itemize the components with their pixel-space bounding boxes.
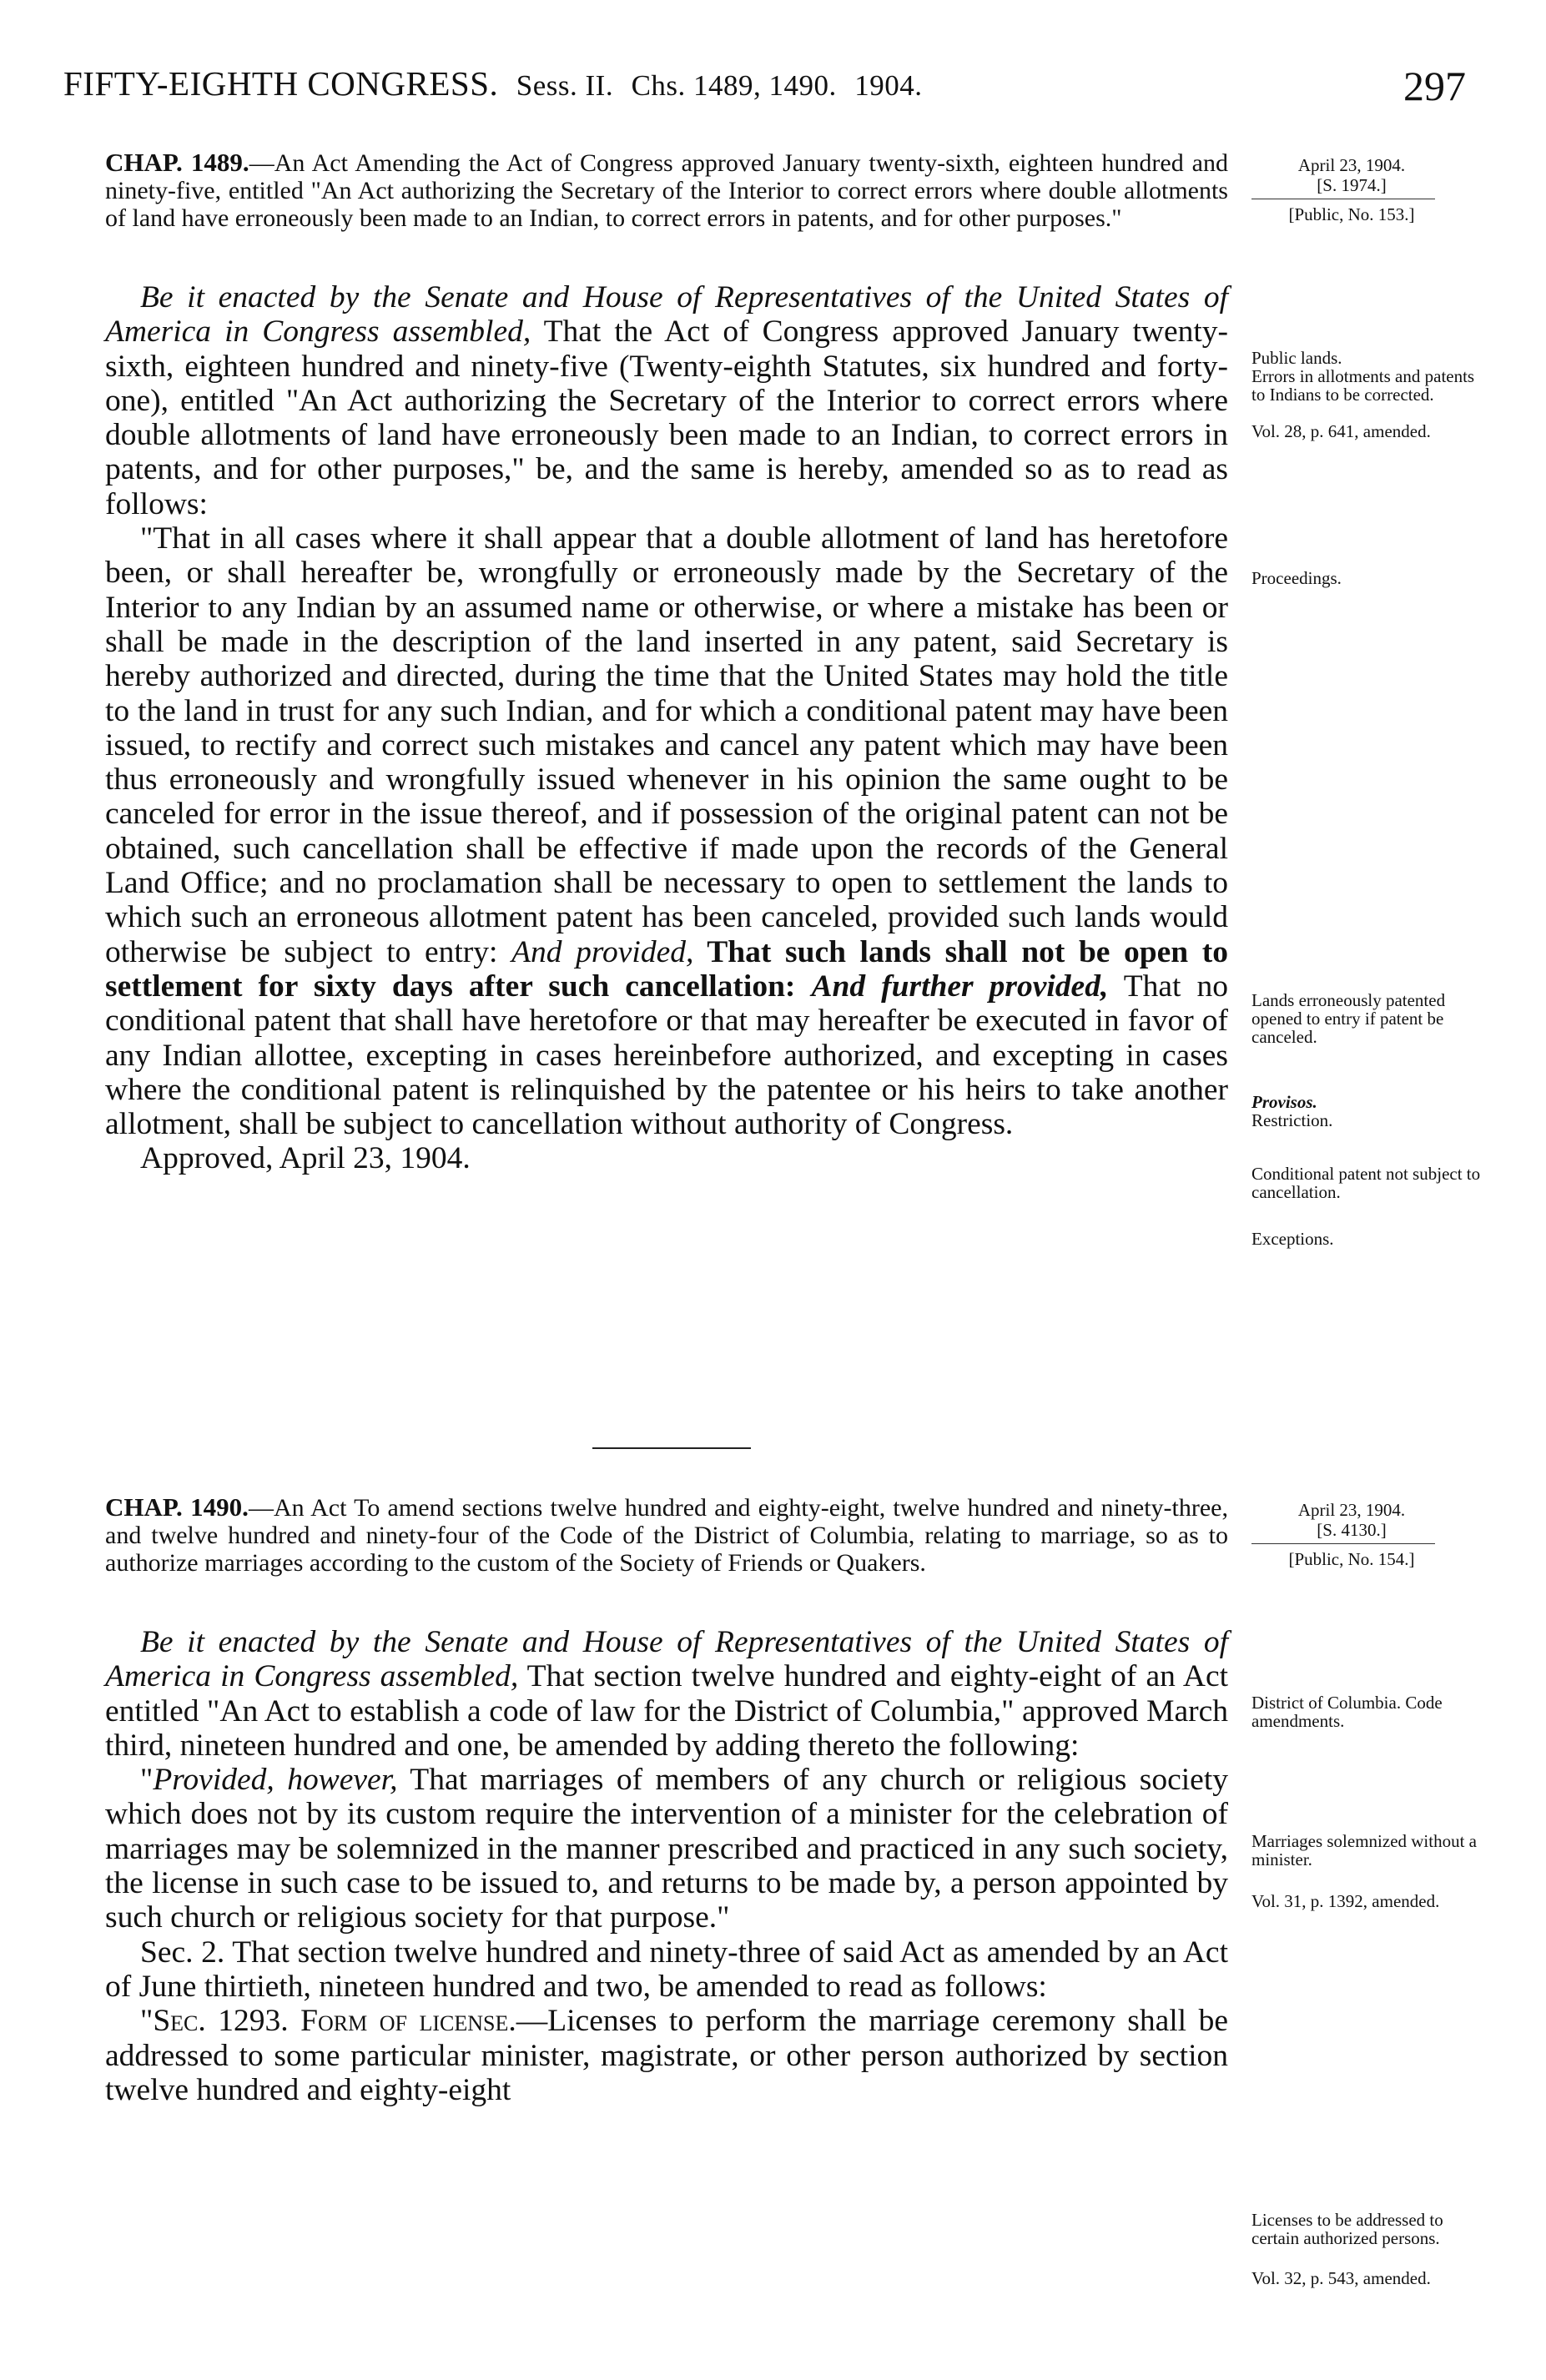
- chap-1489-public-law: [Public, No. 153.]: [1288, 204, 1415, 224]
- section-divider: [592, 1447, 751, 1449]
- note-conditional-patent: Conditional patent not subject to cancellation.: [1251, 1164, 1481, 1202]
- chap-1490-proviso: "Provided, however, That marriages of members of any church or religious society which does not by its custom require the intervention of a minister for the celebration of marriages may be solemnized in the manner prescribed and practiced in any such society, the license in such case to be issued to, and returns to be made by, a person appointed by such church or religious society for that purpose.": [105, 1763, 1228, 1935]
- chap-1489-label: CHAP. 1489.: [105, 148, 249, 177]
- chap-1490-section-1: Be it enacted by the Senate and House of Representatives of the United States of America in Congress assembled, That section twelve hundred and eighty-eight of an Act entitled "An Act to establish a code of law for the District of Columbia," approved March third, nineteen hundred and one, be amended by adding thereto the following:: [105, 1625, 1229, 1763]
- enacting-clause: Be it enacted by the Senate and House of Representatives of the United States of America in Congress assembled,: [105, 1625, 1228, 1694]
- chap-1489-date: April 23, 1904.: [1297, 155, 1406, 175]
- note-restriction: Restriction.: [1251, 1110, 1333, 1130]
- header-session: Sess. II.: [516, 69, 614, 102]
- chap-1490-date: April 23, 1904.: [1297, 1500, 1406, 1520]
- running-header: [63, 63, 1482, 122]
- chap-1490-public-law: [Public, No. 154.]: [1288, 1549, 1415, 1569]
- note-vol-32: Vol. 32, p. 543, amended.: [1251, 2268, 1431, 2288]
- header-chapters: Chs. 1489, 1490.: [631, 69, 837, 102]
- proviso-and-provided: And provided,: [511, 934, 694, 969]
- proviso-and-further-provided: And further provided,: [811, 969, 1109, 1004]
- note-provisos: Provisos.: [1251, 1092, 1317, 1112]
- chap-1490-title: —An Act To amend sections twelve hundred and eighty-eight, twelve hundred and ninety-three, and twelve hundred and ninety-four of the Code of the District of Columbia, relating to marriage, so as to authorize marriages according to the custom of the Society of Friends or Quakers.: [105, 1494, 1228, 1577]
- enacting-clause: Be it enacted by the Senate and House of Representatives of the United States of America in Congress assembled,: [105, 280, 1228, 350]
- note-errors-in-allotments: Errors in allotments and patents to Indians to be corrected.: [1251, 366, 1475, 405]
- chap-1490-side-info: [1251, 1500, 1502, 1569]
- chap-1489-title: —An Act Amending the Act of Congress approved January twenty-sixth, eighteen hundred and ninety-five, entitled "An Act authorizing the Secretary of the Interior to correct errors where double allotments of land have erroneously been made to an Indian, to correct errors in patents, and for other purposes.": [105, 149, 1228, 232]
- chap-1490-sec-1293: "Sec. 1293. Form of license.—Licenses to perform the marriage ceremony shall be addressed to some particular minister, magistrate, or other person authorized by section twelve hundred and eighty-eight: [105, 2004, 1228, 2107]
- note-proceedings: Proceedings.: [1251, 568, 1342, 588]
- note-exceptions: Exceptions.: [1251, 1229, 1334, 1249]
- note-lands-erroneously-patented: Lands erroneously patented opened to entry if patent be canceled.: [1251, 990, 1446, 1047]
- side-divider: [1251, 1543, 1435, 1544]
- chap-1489-heading: [105, 148, 1228, 232]
- chap-1490-body: [105, 1625, 1228, 2107]
- note-licenses: Licenses to be addressed to certain authorized persons.: [1251, 2210, 1443, 2248]
- sec-1293-label: Sec. 1293. Form of license.: [153, 2004, 516, 2039]
- chap-1490-bill: [S. 4130.]: [1317, 1520, 1387, 1540]
- chap-1489-section-1: Be it enacted by the Senate and House of Representatives of the United States of America in Congress assembled, That the Act of Congress approved January twenty-sixth, eighteen hundred and ninety-five (Twenty-eighth Statutes, six hundred and forty-one), entitled "An Act authorizing the Secretary of the Interior to correct errors where double allotments of land have erroneously been made to an Indian, to correct errors in patents, and for other purposes," be, and the same is hereby, amended so as to read as follows:: [105, 280, 1228, 521]
- chap-1490-heading: [105, 1493, 1228, 1577]
- chap-1490-label: CHAP. 1490.: [105, 1492, 249, 1522]
- note-marriages-solemnized: Marriages solemnized without a minister.: [1251, 1831, 1478, 1869]
- note-district-of-columbia: District of Columbia. Code amendments.: [1251, 1693, 1443, 1731]
- note-vol-28: Vol. 28, p. 641, amended.: [1251, 421, 1431, 441]
- header-congress: FIFTY-EIGHTH CONGRESS.: [63, 64, 499, 103]
- page-number: 297: [1403, 63, 1466, 109]
- chap-1489-side-info: [1251, 155, 1502, 224]
- header-title: [63, 63, 923, 103]
- header-year: 1904.: [854, 69, 923, 102]
- chap-1490-section-2: Sec. 2. That section twelve hundred and ninety-three of said Act as amended by an Act of June thirtieth, nineteen hundred and two, be amended to read as follows:: [105, 1935, 1228, 2004]
- note-public-lands: Public lands.: [1251, 348, 1342, 368]
- chap-1489-bill: [S. 1974.]: [1317, 175, 1387, 195]
- chap-1489-body: [105, 280, 1228, 1175]
- approval-date: Approved, April 23, 1904.: [140, 1141, 471, 1176]
- chap-1489-amended-text: "That in all cases where it shall appear that a double allotment of land has heretofore been, or shall hereafter be, wrongfully or erroneously made by the Secretary of the Interior to any Indian by an assumed name or otherwise, or where a mistake has been or shall be made in the description of the land inserted in any patent, said Secretary is hereby authorized and directed, during the time that the United States may hold the title to the land in trust for any such Indian, and for which a conditional patent may have been issued, to rectify and correct such mistakes and cancel any patent which may have been thus erroneously and wrongfully issued whenever in his opinion the same ought to be canceled for error in the issue thereof, and if possession of the original patent can not be obtained, such cancellation shall be effective if made upon the records of the General Land Office; and no proclamation shall be necessary to open to settlement the lands to which such an erroneous allotment patent has been canceled, provided such lands would otherwise be subject to entry: And provided, That such lands shall not be open to settlement for sixty days after such cancellation: And further provided, That no conditional patent that shall have heretofore or that may hereafter be executed in favor of any Indian allottee, excepting in cases hereinbefore authorized, and excepting in cases where the conditional patent is relinquished by the patentee or his heirs to take another allotment, shall be subject to cancellation without authority of Congress.: [105, 521, 1228, 1142]
- note-vol-31: Vol. 31, p. 1392, amended.: [1251, 1891, 1440, 1911]
- proviso-provided-however: Provided, however,: [153, 1763, 398, 1798]
